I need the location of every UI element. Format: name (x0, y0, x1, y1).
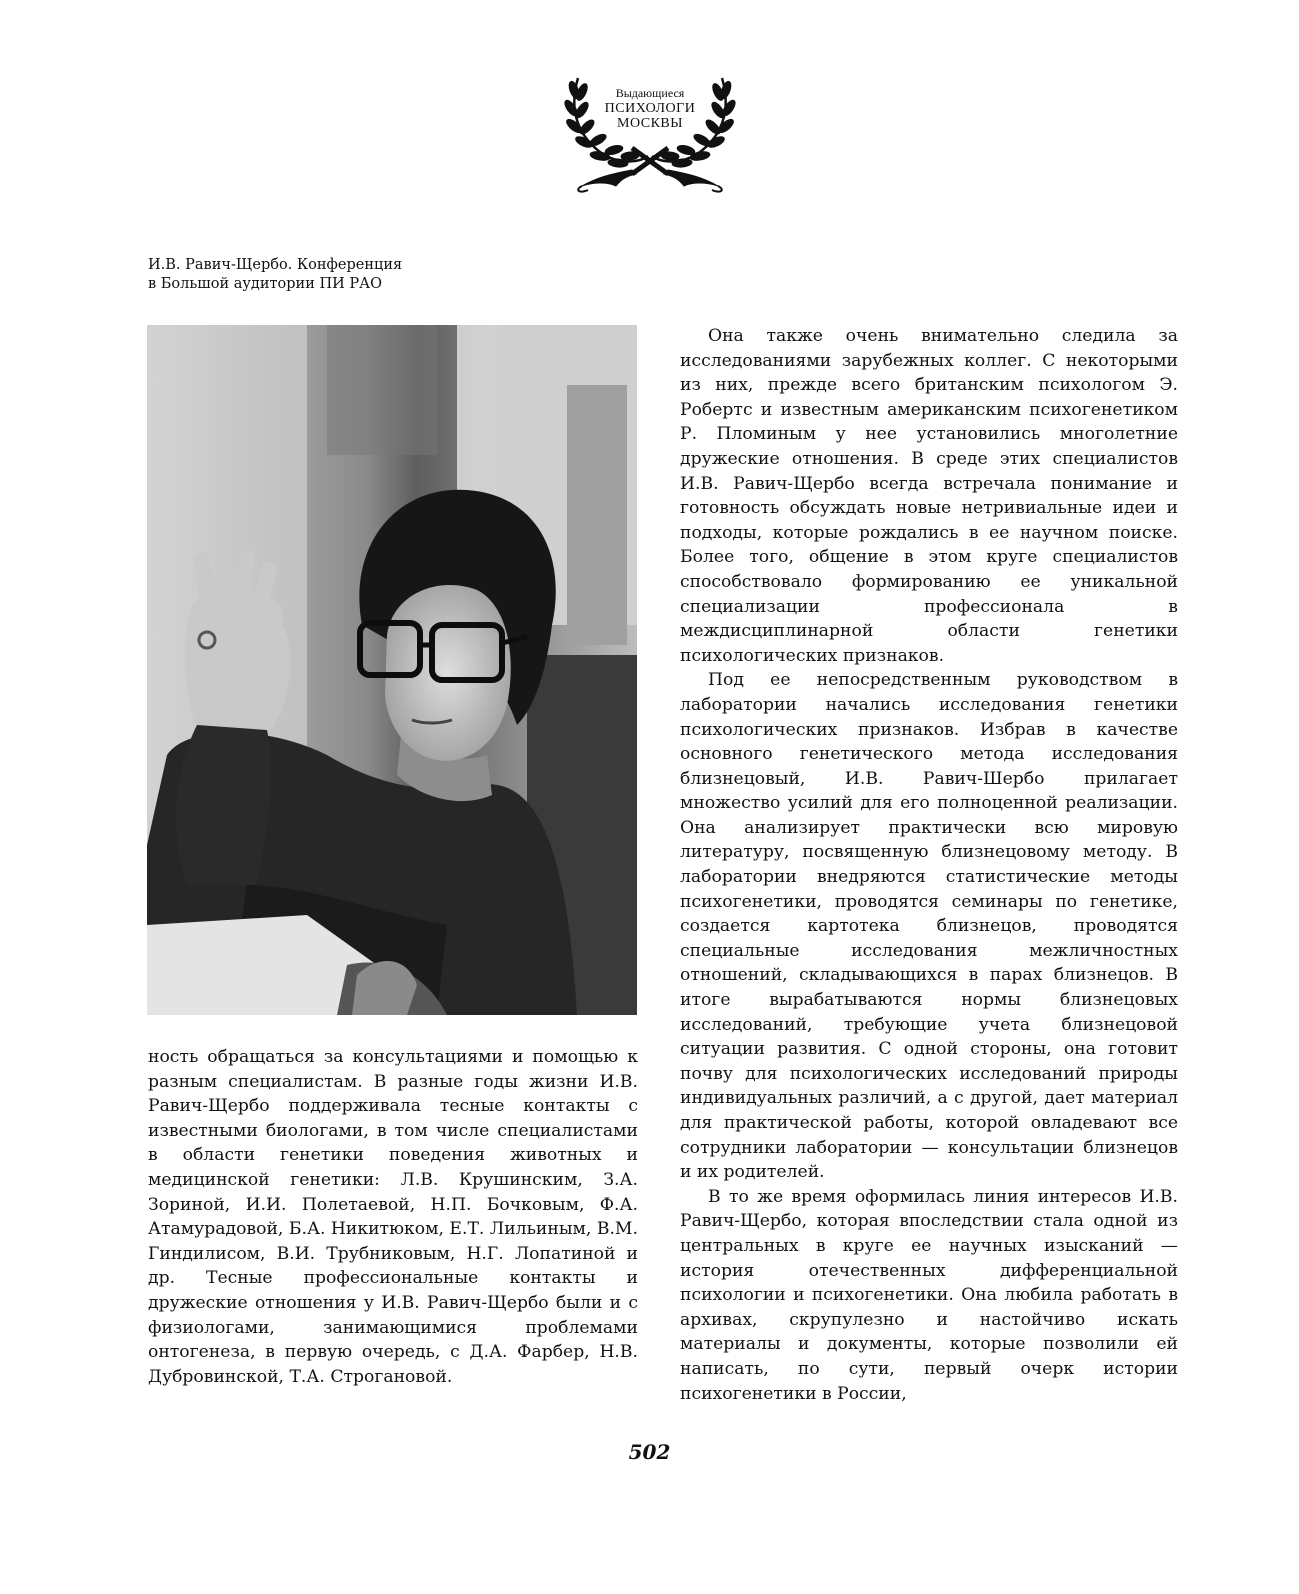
page-number: 502 (628, 1440, 671, 1464)
right-paragraph-2: Под ее непосредственным руководством в лаборатории начались исследования генетики психологических признаков. Избрав в качестве основного генетического метода исследования близнецовый, И.В. Равич-Шербо прилагает множество усилий для его полноценной реализации. Она анализирует практически всю мировую литературу, посвященную близнецовому методу. В лаборатории внедряются статистические методы психогенетики, проводятся семинары по генетике, создается картотека близнецов, проводятся специальные исследования межличностных отношений, складывающихся в парах близнецов. В итоге вырабатываются нормы близнецовых исследований, требующие учета близнецовой ситуации развития. С одной стороны, она готовит почву для психологических исследований природы индивидуальных различий, а с другой, дает материал для практической работы, которой овладевают все сотрудники лаборатории — консультации близнецов и их родителей. (680, 670, 1178, 1183)
portrait-photo-image (147, 325, 637, 1015)
right-paragraph-3: В то же время оформилась линия интересов И.В. Равич-Щербо, которая впоследствии стала одной из центральных в круге ее научных изысканий — история отечественных дифференциальной психологии и психогенетики. Она любила работать в архивах, скрупулезно и настойчиво искать материалы и документы, которые позволили ей написать, по сути, первый очерк истории психогенетики в России, (680, 1186, 1178, 1404)
left-column (148, 1045, 638, 1389)
right-paragraph-1: Она также очень внимательно следила за исследованиями зарубежных коллег. С некоторыми из них, прежде всего британским психологом Э. Робертс и известным американским психогенетиком Р. Пломиным у нее установились многолетние дружеские отношения. В среде этих специалистов И.В. Равич-Щербо всегда встречала понимание и готовность обсуждать новые нетривиальные идеи и подходы, которые рождались в ее научном поиске. Более того, общение в этом круге специалистов способствовало формированию ее уникальной специализации профессионала в междисциплинарной области генетики психологических признаков. (680, 326, 1178, 666)
caption-line-2: в Большой аудитории ПИ РАО (148, 276, 383, 292)
right-column (680, 324, 1178, 1406)
portrait-photo (147, 325, 637, 1015)
emblem-text (560, 86, 740, 131)
emblem-line-2: ПСИХОЛОГИ (604, 101, 696, 116)
series-emblem (560, 70, 740, 195)
emblem-line-1: Выдающиеся (615, 86, 685, 100)
caption-line-1: И.В. Равич-Щербо. Конференция (148, 257, 403, 273)
left-paragraph: ность обращаться за консультациями и помощью к разным специалистам. В разные годы жизни И.В. Равич-Щербо поддерживала тесные контакты с известными биологами, в том числе специалистами в области генетики поведения животных и медицинской генетики: Л.В. Крушинским, З.А. Зориной, И.И. Полетаевой, Н.П. Бочковым, Ф.А. Атамурадовой, Б.А. Никитюком, Е.Т. Лильиным, В.М. Гиндилисом, В.И. Трубниковым, Н.Г. Лопатиной и др. Тесные профессиональные контакты и дружеские отношения у И.В. Равич-Щербо были и с физиологами, занимающимися проблемами онтогенеза, в первую очередь, с Д.А. Фарбер, Н.В. Дубровинской, Т.А. Строгановой. (148, 1047, 638, 1387)
emblem-line-3: МОСКВЫ (617, 116, 683, 131)
photo-caption (148, 256, 468, 294)
